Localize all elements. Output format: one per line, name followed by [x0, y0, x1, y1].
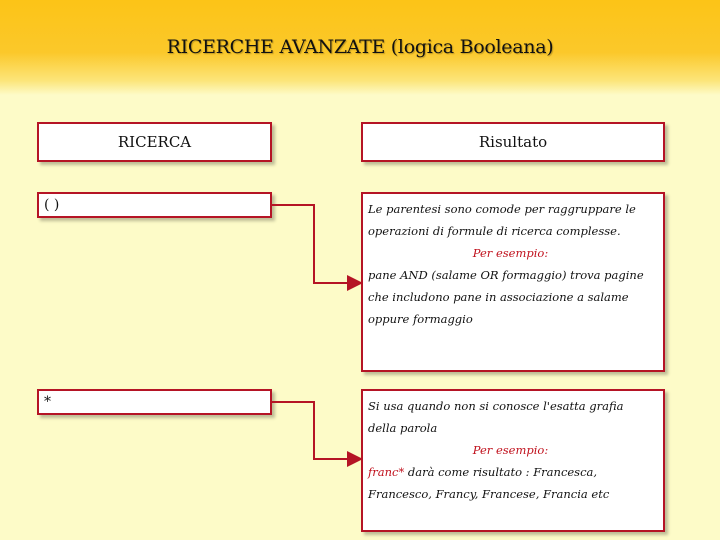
example-label: Per esempio:	[472, 443, 549, 457]
result-description: Le parentesi sono comode per raggruppare le operazioni di formule di ricerca complesse.	[368, 202, 636, 238]
symbol-label: ( )	[44, 197, 60, 213]
arrow-connector-1	[272, 205, 359, 283]
header-risultato-label: Risultato	[478, 133, 548, 151]
header-ricerca-label: RICERCA	[117, 133, 192, 151]
example-term: franc*	[368, 465, 405, 479]
result-example: pane AND (salame OR formaggio) trova pagine che includono pane in associazione a salame oppure formaggio	[368, 268, 644, 326]
example-label: Per esempio:	[472, 246, 549, 260]
result-example: darà come risultato : Francesca, Francesco, Francy, Francese, Francia etc	[368, 465, 610, 501]
page-title: RICERCHE AVANZATE (logica Booleana)	[166, 36, 554, 58]
result-description: Si usa quando non si conosce l'esatta grafia della parola	[368, 399, 624, 435]
arrow-connector-2	[272, 402, 359, 459]
symbol-label: *	[44, 394, 51, 410]
